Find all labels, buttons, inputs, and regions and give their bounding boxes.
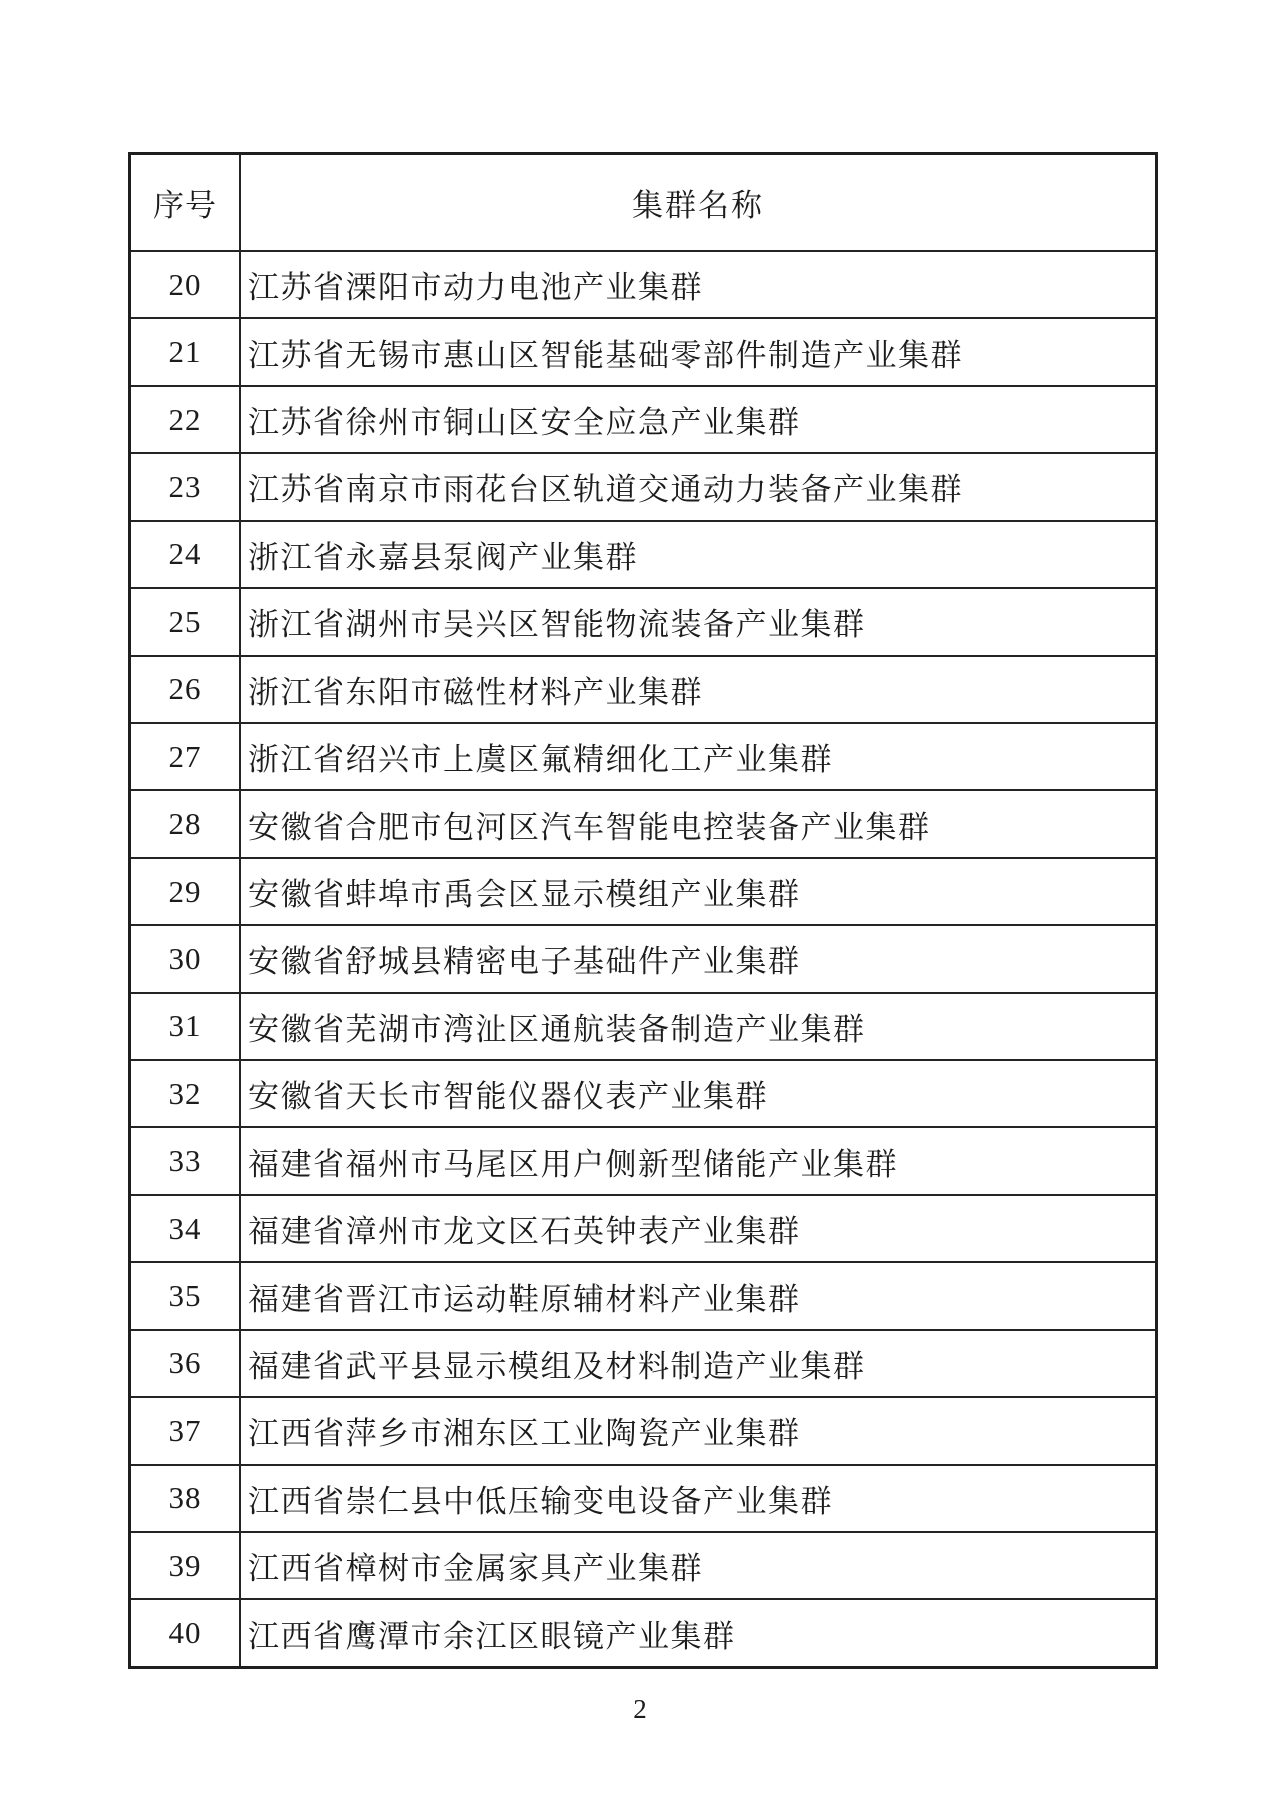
row-name-cell: 安徽省合肥市包河区汽车智能电控装备产业集群 <box>248 809 931 845</box>
row-index-cell: 38 <box>131 1466 241 1531</box>
table-row <box>131 319 1155 386</box>
row-index-cell: 35 <box>131 1263 241 1328</box>
row-name-cell: 江西省鹰潭市余江区眼镜产业集群 <box>248 1618 736 1654</box>
row-index-cell: 33 <box>131 1128 241 1193</box>
table-row <box>131 657 1155 724</box>
row-name-cell: 江苏省徐州市铜山区安全应急产业集群 <box>248 405 801 441</box>
row-name-cell: 江苏省溧阳市动力电池产业集群 <box>248 270 703 306</box>
table-row <box>131 724 1155 791</box>
row-index-cell: 32 <box>131 1061 241 1126</box>
row-name-cell: 安徽省天长市智能仪器仪表产业集群 <box>248 1079 768 1115</box>
row-name-cell: 江苏省无锡市惠山区智能基础零部件制造产业集群 <box>248 337 963 373</box>
table-row <box>131 1466 1155 1533</box>
table-row <box>131 926 1155 993</box>
row-index-cell: 34 <box>131 1196 241 1261</box>
table-row <box>131 1128 1155 1195</box>
row-index-cell: 31 <box>131 994 241 1059</box>
row-name-cell: 安徽省蚌埠市禹会区显示模组产业集群 <box>248 877 801 912</box>
table-row <box>131 1600 1155 1665</box>
row-index-cell: 40 <box>131 1600 241 1665</box>
row-index-cell: 39 <box>131 1533 241 1598</box>
row-index-cell: 36 <box>131 1331 241 1396</box>
row-name-cell: 福建省福州市马尾区用户侧新型储能产业集群 <box>248 1146 898 1182</box>
row-name-cell: 浙江省永嘉县泵阀产业集群 <box>248 539 638 575</box>
row-name-cell: 江西省樟树市金属家具产业集群 <box>248 1551 703 1587</box>
row-name-cell: 安徽省芜湖市湾沚区通航装备制造产业集群 <box>248 1011 866 1047</box>
row-index-cell: 30 <box>131 926 241 991</box>
row-name-cell: 浙江省湖州市吴兴区智能物流装备产业集群 <box>248 607 866 643</box>
row-index-cell: 20 <box>131 252 241 317</box>
row-name-cell: 江苏省南京市雨花台区轨道交通动力装备产业集群 <box>248 472 963 508</box>
table-row <box>131 1398 1155 1465</box>
row-name-cell: 福建省武平县显示模组及材料制造产业集群 <box>248 1348 866 1384</box>
row-name-cell: 安徽省舒城县精密电子基础件产业集群 <box>248 944 801 980</box>
row-name-cell: 福建省晋江市运动鞋原辅材料产业集群 <box>248 1281 801 1317</box>
row-index-cell: 27 <box>131 724 241 789</box>
header-cell-name: 集群名称 <box>632 188 764 223</box>
table-row <box>131 1061 1155 1128</box>
row-name-cell: 福建省漳州市龙文区石英钟表产业集群 <box>248 1214 801 1250</box>
row-index-cell: 23 <box>131 454 241 519</box>
table-row <box>131 454 1155 521</box>
table-row <box>131 387 1155 454</box>
table-row <box>131 994 1155 1061</box>
table-row <box>131 522 1155 589</box>
table-row <box>131 859 1155 926</box>
row-index-cell: 25 <box>131 589 241 654</box>
row-name-cell: 江西省萍乡市湘东区工业陶瓷产业集群 <box>248 1416 801 1452</box>
row-index-cell: 28 <box>131 791 241 856</box>
row-index-cell: 24 <box>131 522 241 587</box>
page-number: 2 <box>633 1694 647 1724</box>
table-row <box>131 1331 1155 1398</box>
table-row <box>131 1533 1155 1600</box>
row-name-cell: 浙江省东阳市磁性材料产业集群 <box>248 674 703 710</box>
cluster-table <box>128 152 1158 1669</box>
table-row <box>131 791 1155 858</box>
table-row <box>131 1263 1155 1330</box>
row-index-cell: 21 <box>131 319 241 384</box>
header-cell-index: 序号 <box>131 155 241 250</box>
row-index-cell: 22 <box>131 387 241 452</box>
row-index-cell: 29 <box>131 859 241 924</box>
table-row <box>131 252 1155 319</box>
row-name-cell: 江西省崇仁县中低压输变电设备产业集群 <box>248 1483 833 1519</box>
table-row <box>131 1196 1155 1263</box>
table-row <box>131 589 1155 656</box>
row-index-cell: 26 <box>131 657 241 722</box>
row-name-cell: 浙江省绍兴市上虞区氟精细化工产业集群 <box>248 742 833 778</box>
table-header-row <box>131 155 1155 252</box>
row-index-cell: 37 <box>131 1398 241 1463</box>
